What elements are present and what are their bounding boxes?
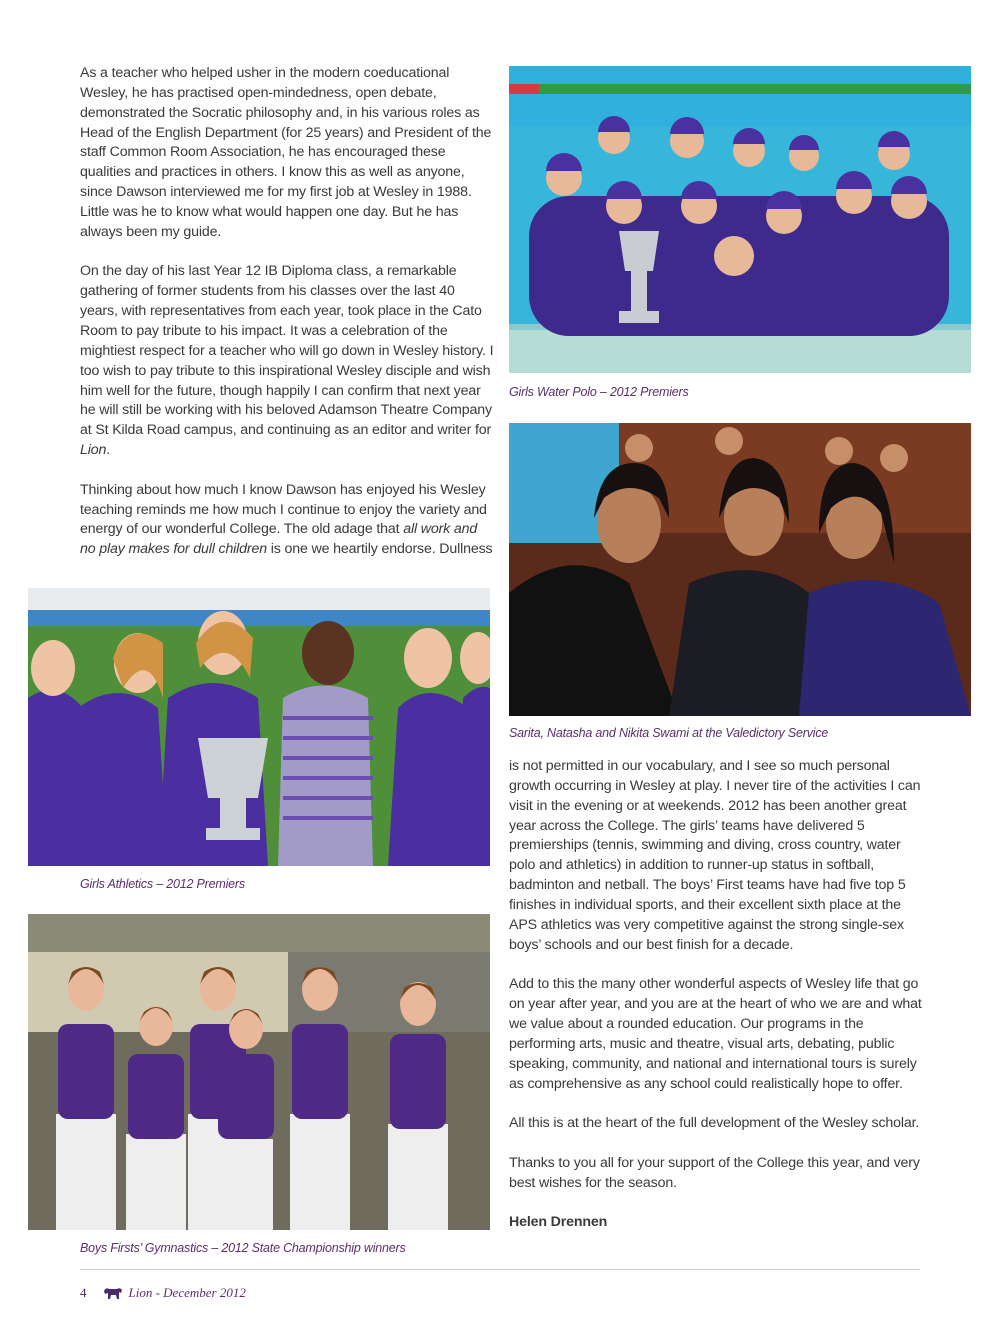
article-right-column [509, 757, 924, 1233]
publication-title: Lion - December 2012 [128, 1285, 246, 1300]
article-left-column [80, 64, 495, 560]
caption-girls-athletics: Girls Athletics – 2012 Premiers [80, 877, 245, 891]
caption-boys-gymnastics: Boys Firsts’ Gymnastics – 2012 State Championship winners [80, 1241, 406, 1255]
footer-divider [80, 1269, 920, 1270]
photo-girls-water-polo [509, 66, 971, 373]
adage-quote: all work and no play makes for dull children [80, 521, 478, 558]
caption-girls-water-polo: Girls Water Polo – 2012 Premiers [509, 385, 689, 399]
gymnastics-image [28, 914, 490, 1230]
valedictory-image [509, 423, 971, 716]
paragraph-work-and-play [80, 481, 495, 560]
text: . [106, 442, 111, 459]
text: Thinking about how much I know Dawson has enjoyed his Wesley teaching reminds me how much I continue to enjoy the variety and energy of our wonderful College. The old adage that [80, 481, 487, 538]
signature: Helen Drennen [509, 1214, 608, 1231]
photo-valedictory-service [509, 423, 971, 716]
publication-name: Lion [80, 442, 107, 459]
paragraph-dawson-role: As a teacher who helped usher in the modern coeducational Wesley, he has practised open-mindedness, open debate, demonstrated the Socratic philosophy and, in his various roles as Head of the English Department (for 25 years) and President of the staff Common Room Association, he has encouraged these qualities and practices in others. I know this as well as anyone, since Dawson interviewed me for my first job at Wesley in 1988. Little was he to know what would happen one day. But he has always been my guide. [80, 65, 492, 240]
paragraph-ib-class-tribute [80, 262, 495, 460]
paragraph-wesley-scholar: All this is at the heart of the full development of the Wesley scholar. [509, 1115, 920, 1132]
photo-girls-athletics [28, 588, 490, 866]
caption-valedictory-service: Sarita, Natasha and Nikita Swami at the Valedictory Service [509, 726, 829, 740]
text: On the day of his last Year 12 IB Diploma class, a remarkable gathering of former students from his classes over the last 40 years, with representatives from each year, took place in the Cato Room to pay tribute to his impact. It was a celebration of the mightiest respect for a teacher who will go down in Wesley history. I too wish to pay tribute to this inspirational Wesley disciple and wish him well for the future, though happily I can confirm that next year he will still be working with his beloved Adamson Theatre Company at St Kilda Road campus, and continuing as an editor and writer for [80, 263, 494, 439]
paragraph-rounded-education: Add to this the many other wonderful aspects of Wesley life that go on year after year, and you are at the heart of who we are and what we value about a rounded education. Our programs in the performing arts, music and theatre, visual arts, debating, public speaking, community, and national and international tours is surely as comprehensive as any school could realistically hope to offer. [509, 976, 922, 1092]
photo-boys-gymnastics [28, 914, 490, 1230]
paragraph-thanks: Thanks to you all for your support of the College this year, and very best wishes for the season. [509, 1154, 920, 1191]
water-polo-image [509, 66, 971, 373]
athletics-image [28, 588, 490, 866]
page-footer [80, 1285, 246, 1301]
text: is one we heartily endorse. Dullness [266, 541, 493, 558]
lion-crest-icon [103, 1286, 123, 1300]
page-number: 4 [80, 1285, 87, 1300]
paragraph-wesley-at-play: is not permitted in our vocabulary, and I see so much personal growth occurring in Wesley at play. I never tire of the activities I can visit in the evening or at weekends. 2012 has been another great year across the College. The girls’ teams have delivered 5 premierships (tennis, swimming and diving, cross country, water polo and athletics) in addition to runner-up status in softball, badminton and netball. The boys’ First teams have had five top 5 finishes in individual sports, and their excellent sixth place at the APS athletics was very competitive against the strong single-sex boys’ schools and our best finish for a decade. [509, 758, 921, 953]
